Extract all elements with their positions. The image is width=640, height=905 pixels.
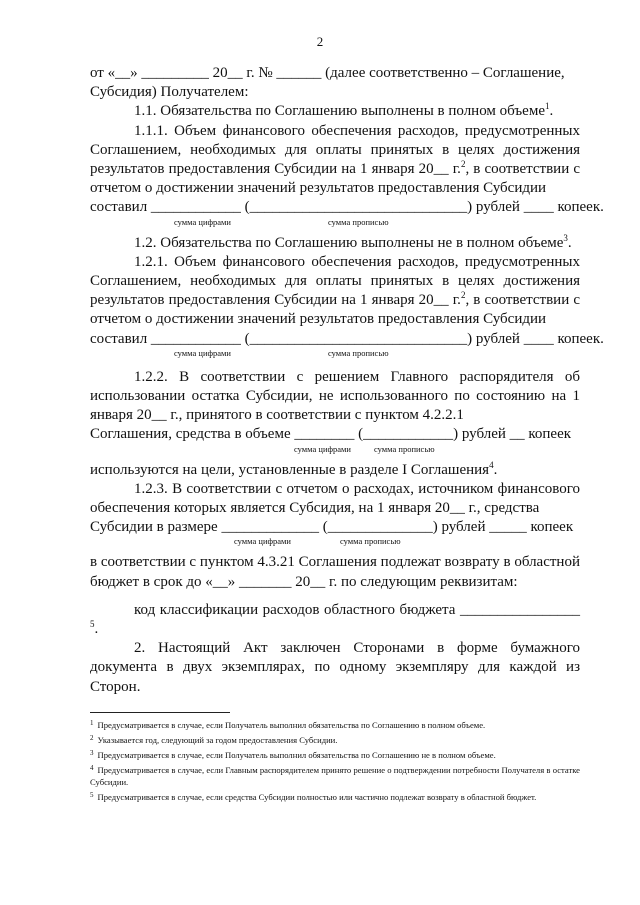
footnotes bbox=[90, 718, 580, 805]
footnote-2: $^2$ Указывается год, следующий за годом предоставления Субсидии. bbox=[90, 734, 338, 746]
footnote-4: $^4$ Предусматривается в случае, если Главным распорядителем принято решение о подтверждении потребности Получателя в остатке Субсидии. bbox=[90, 764, 580, 787]
line-budget-code: код классификации расходов областного бюджета ________________ $^5$. bbox=[90, 601, 580, 638]
line-recipient: Субсидия) Получателем: bbox=[90, 84, 249, 101]
clause-1-2-2: 1.2.2. В соответствии с решением Главного распорядителя об использовании остатка Субсидии, не использованного по состоянию на 1 января 20__ г., принятого в соответствии с пунктом 4.2.2.1 bbox=[90, 368, 580, 424]
hint-words: сумма прописью bbox=[328, 347, 389, 358]
clause-1-1-1: 1.1.1. Объем финансового обеспечения расходов, предусмотренных Соглашением, необходимых для оплаты принятых в целях достижения результатов предоставления Субсидии на 1 января 20__ г.$^2$, в соответствии с отчетом о достижении значений результатов предоставления Субсидии bbox=[90, 122, 580, 197]
clause-1-2-3-return: в соответствии с пунктом 4.3.21 Соглашения подлежат возврату в областной бюджет в срок до «__» _______ 20__ г. по следующим реквизитам: bbox=[90, 554, 580, 590]
clause-1-1: 1.1. Обязательства по Соглашению выполнены в полном объеме$^1$. bbox=[134, 101, 554, 120]
hint-digits: сумма цифрами bbox=[174, 347, 231, 358]
clause-1-2: 1.2. Обязательства по Соглашению выполнены не в полном объеме$^3$. bbox=[134, 232, 572, 251]
clause-1-2-1: 1.2.1. Объем финансового обеспечения расходов, предусмотренных Соглашением, необходимых для оплаты принятых в целях достижения результатов предоставления Субсидии на 1 января 20__ г.$^2$, в соответствии с отчетом о достижении значений результатов предоставления Субсидии bbox=[90, 253, 580, 328]
amount-hints-2 bbox=[90, 349, 580, 359]
amount-line-2: составил ____________ (_____________________________) рублей ____ копеек. bbox=[90, 330, 604, 347]
amount-line-4: Субсидии в размере _____________ (______________) рублей _____ копеек bbox=[90, 519, 574, 536]
hint-digits: сумма цифрами bbox=[294, 443, 351, 454]
footnote-divider bbox=[90, 712, 230, 713]
amount-line-1: составил ____________ (_____________________________) рублей ____ копеек. bbox=[90, 199, 604, 216]
footnote-1: $^1$ Предусматривается в случае, если Получатель выполнил обязательства по Соглашению в полном объеме. bbox=[90, 719, 486, 730]
page-number: 2 bbox=[316, 34, 324, 49]
amount-hints-3 bbox=[90, 445, 580, 455]
hint-digits: сумма цифрами bbox=[174, 216, 231, 227]
clause-2: 2. Настоящий Акт заключен Сторонами в форме бумажного документа в двух экземплярах, по одному экземпляру для каждой из Сторон. bbox=[90, 640, 580, 695]
document-body bbox=[90, 64, 604, 697]
line-agreement-ref: от «__» _________ 20__ г. № ______ (далее соответственно – Соглашение, bbox=[90, 65, 565, 81]
footnote-3: $^3$ Предусматривается в случае, если Получатель выполнил обязательства по Соглашению не в полном объеме. bbox=[90, 749, 496, 761]
line-purpose: используются на цели, установленные в разделе I Соглашения$^4$. bbox=[90, 459, 498, 478]
amount-line-3: Соглашения, средства в объеме ________ (____________) рублей __ копеек bbox=[90, 426, 572, 443]
hint-words: сумма прописью bbox=[340, 536, 401, 547]
amount-hints-1 bbox=[90, 218, 580, 228]
hint-digits: сумма цифрами bbox=[234, 536, 291, 547]
footnote-5: $^5$ Предусматривается в случае, если средства Субсидии полностью или частично подлежат возврату в областной бюджет. bbox=[90, 790, 537, 802]
amount-hints-4 bbox=[90, 537, 580, 547]
hint-words: сумма прописью bbox=[328, 216, 389, 227]
clause-1-2-3: 1.2.3. В соответствии с отчетом о расходах, источником финансового обеспечения которых является Субсидия, на 1 января 20__ г., средства bbox=[90, 480, 580, 517]
hint-words: сумма прописью bbox=[374, 443, 435, 454]
